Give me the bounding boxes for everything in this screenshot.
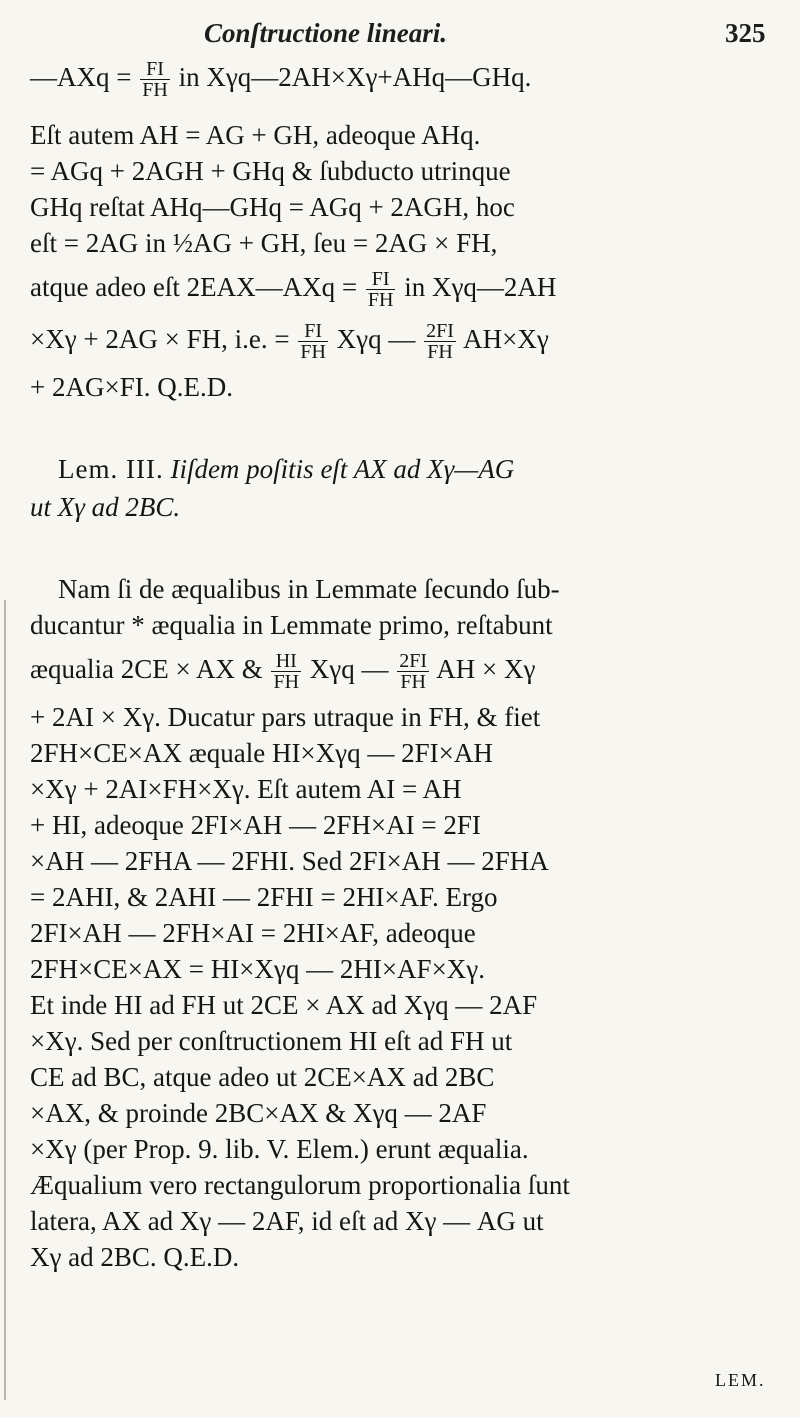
- text-line: latera, AX ad Xγ — 2AF, id eſt ad Xγ — AG ut: [30, 1206, 544, 1236]
- text-line: ×AH — 2FHA — 2FHI. Sed 2FI×AH — 2FHA: [30, 846, 549, 876]
- fraction: [298, 321, 328, 362]
- text-line: Et inde HI ad FH ut 2CE × AX ad Xγq — 2AF: [30, 990, 538, 1020]
- text-line: 2FH×CE×AX æquale HI×Xγq — 2FI×AH: [30, 738, 493, 768]
- left-margin-edge: [4, 600, 6, 1400]
- fraction: [140, 59, 170, 100]
- text-line: + HI, adeoque 2FI×AH — 2FH×AI = 2FI: [30, 810, 481, 840]
- text-line: [30, 320, 770, 362]
- lemma-statement-line: ut Xγ ad 2BC.: [30, 492, 181, 522]
- text-line: [30, 650, 770, 692]
- text-segment: æqualia 2CE × AX &: [30, 654, 263, 684]
- lemma-statement: Iiſdem poſitis eſt AX ad Xγ—AG: [170, 454, 515, 484]
- fraction-numerator: 2FI: [426, 320, 454, 343]
- text-line: [30, 268, 770, 310]
- text-line: ×Xγ + 2AI×FH×Xγ. Eſt autem AI = AH: [30, 774, 462, 804]
- text-segment: ×Xγ (per Prop. 9. lib. V. Elem.) erunt æqualia.: [30, 1134, 529, 1164]
- fraction-denominator: FH: [273, 671, 300, 694]
- text-segment: atque adeo eſt 2EAX—AXq =: [30, 272, 358, 302]
- text-segment: Xγq —: [336, 324, 416, 354]
- text-line: + 2AI × Xγ. Ducatur pars utraque in FH, & fiet: [30, 702, 541, 732]
- fraction-numerator: FI: [304, 320, 323, 343]
- text-line: CE ad BC, atque adeo ut 2CE×AX ad 2BC: [30, 1062, 495, 1092]
- lemma-label: Lem. III.: [58, 454, 164, 484]
- catchword: LEM.: [715, 1370, 766, 1390]
- text-segment: —AXq =: [30, 62, 132, 92]
- text-line: = AGq + 2AGH + GHq & ſubducto utrinque: [30, 156, 511, 186]
- fraction-denominator: FH: [367, 289, 394, 312]
- fraction-numerator: FI: [371, 268, 390, 291]
- text-line: 2FH×CE×AX = HI×Xγq — 2HI×AF×Xγ.: [30, 954, 485, 984]
- text-segment: AH×Xγ: [463, 324, 549, 354]
- fraction-numerator: 2FI: [399, 650, 428, 673]
- fraction: [366, 269, 396, 310]
- page-number: 325: [725, 18, 766, 48]
- text-segment: in Xγq—2AH: [404, 272, 557, 302]
- text-segment: in Xγq—2AH×Xγ+AHq—GHq.: [178, 62, 532, 92]
- fraction: [397, 651, 429, 692]
- lemma-heading-line: [58, 450, 798, 488]
- text-line: [30, 58, 770, 100]
- text-segment: ×Xγ + 2AG × FH, i.e. =: [30, 324, 290, 354]
- fraction: [424, 321, 456, 362]
- text-segment: AH × Xγ: [436, 654, 536, 684]
- text-line: = 2AHI, & 2AHI — 2FHI = 2HI×AF. Ergo: [30, 882, 498, 912]
- text-line: eſt = 2AG in ½AG + GH, ſeu = 2AG × FH,: [30, 228, 498, 258]
- text-line: Eſt autem AH = AG + GH, adeoque AHq.: [30, 120, 481, 150]
- text-segment: Xγq —: [309, 654, 389, 684]
- text-line: [30, 1130, 770, 1168]
- text-line: ×AX, & proinde 2BC×AX & Xγq — 2AF: [30, 1098, 487, 1128]
- fraction: [271, 651, 301, 692]
- text-line: ×Xγ. Sed per conſtructionem HI eſt ad FH ut: [30, 1026, 513, 1056]
- text-line: + 2AG×FI. Q.E.D.: [30, 372, 233, 402]
- fraction-denominator: FH: [142, 79, 168, 102]
- running-title: Conſtructione lineari.: [204, 18, 448, 48]
- text-line: 2FI×AH — 2FH×AI = 2HI×AF, adeoque: [30, 918, 476, 948]
- text-line: Xγ ad 2BC. Q.E.D.: [30, 1242, 240, 1272]
- text-line: Nam ſi de æqualibus in Lemmate ſecundo ſub-: [58, 574, 560, 604]
- text-line: Æqualium vero rectangulorum proportionalia ſunt: [30, 1170, 570, 1200]
- fraction-denominator: FH: [300, 341, 326, 364]
- fraction-denominator: FH: [424, 341, 456, 362]
- text-line: ducantur * æqualia in Lemmate primo, reſtabunt: [30, 610, 553, 640]
- text-line: GHq reſtat AHq—GHq = AGq + 2AGH, hoc: [30, 192, 515, 222]
- fraction-numerator: HI: [275, 650, 297, 673]
- fraction-denominator: FH: [397, 671, 429, 692]
- fraction-numerator: FI: [146, 58, 164, 81]
